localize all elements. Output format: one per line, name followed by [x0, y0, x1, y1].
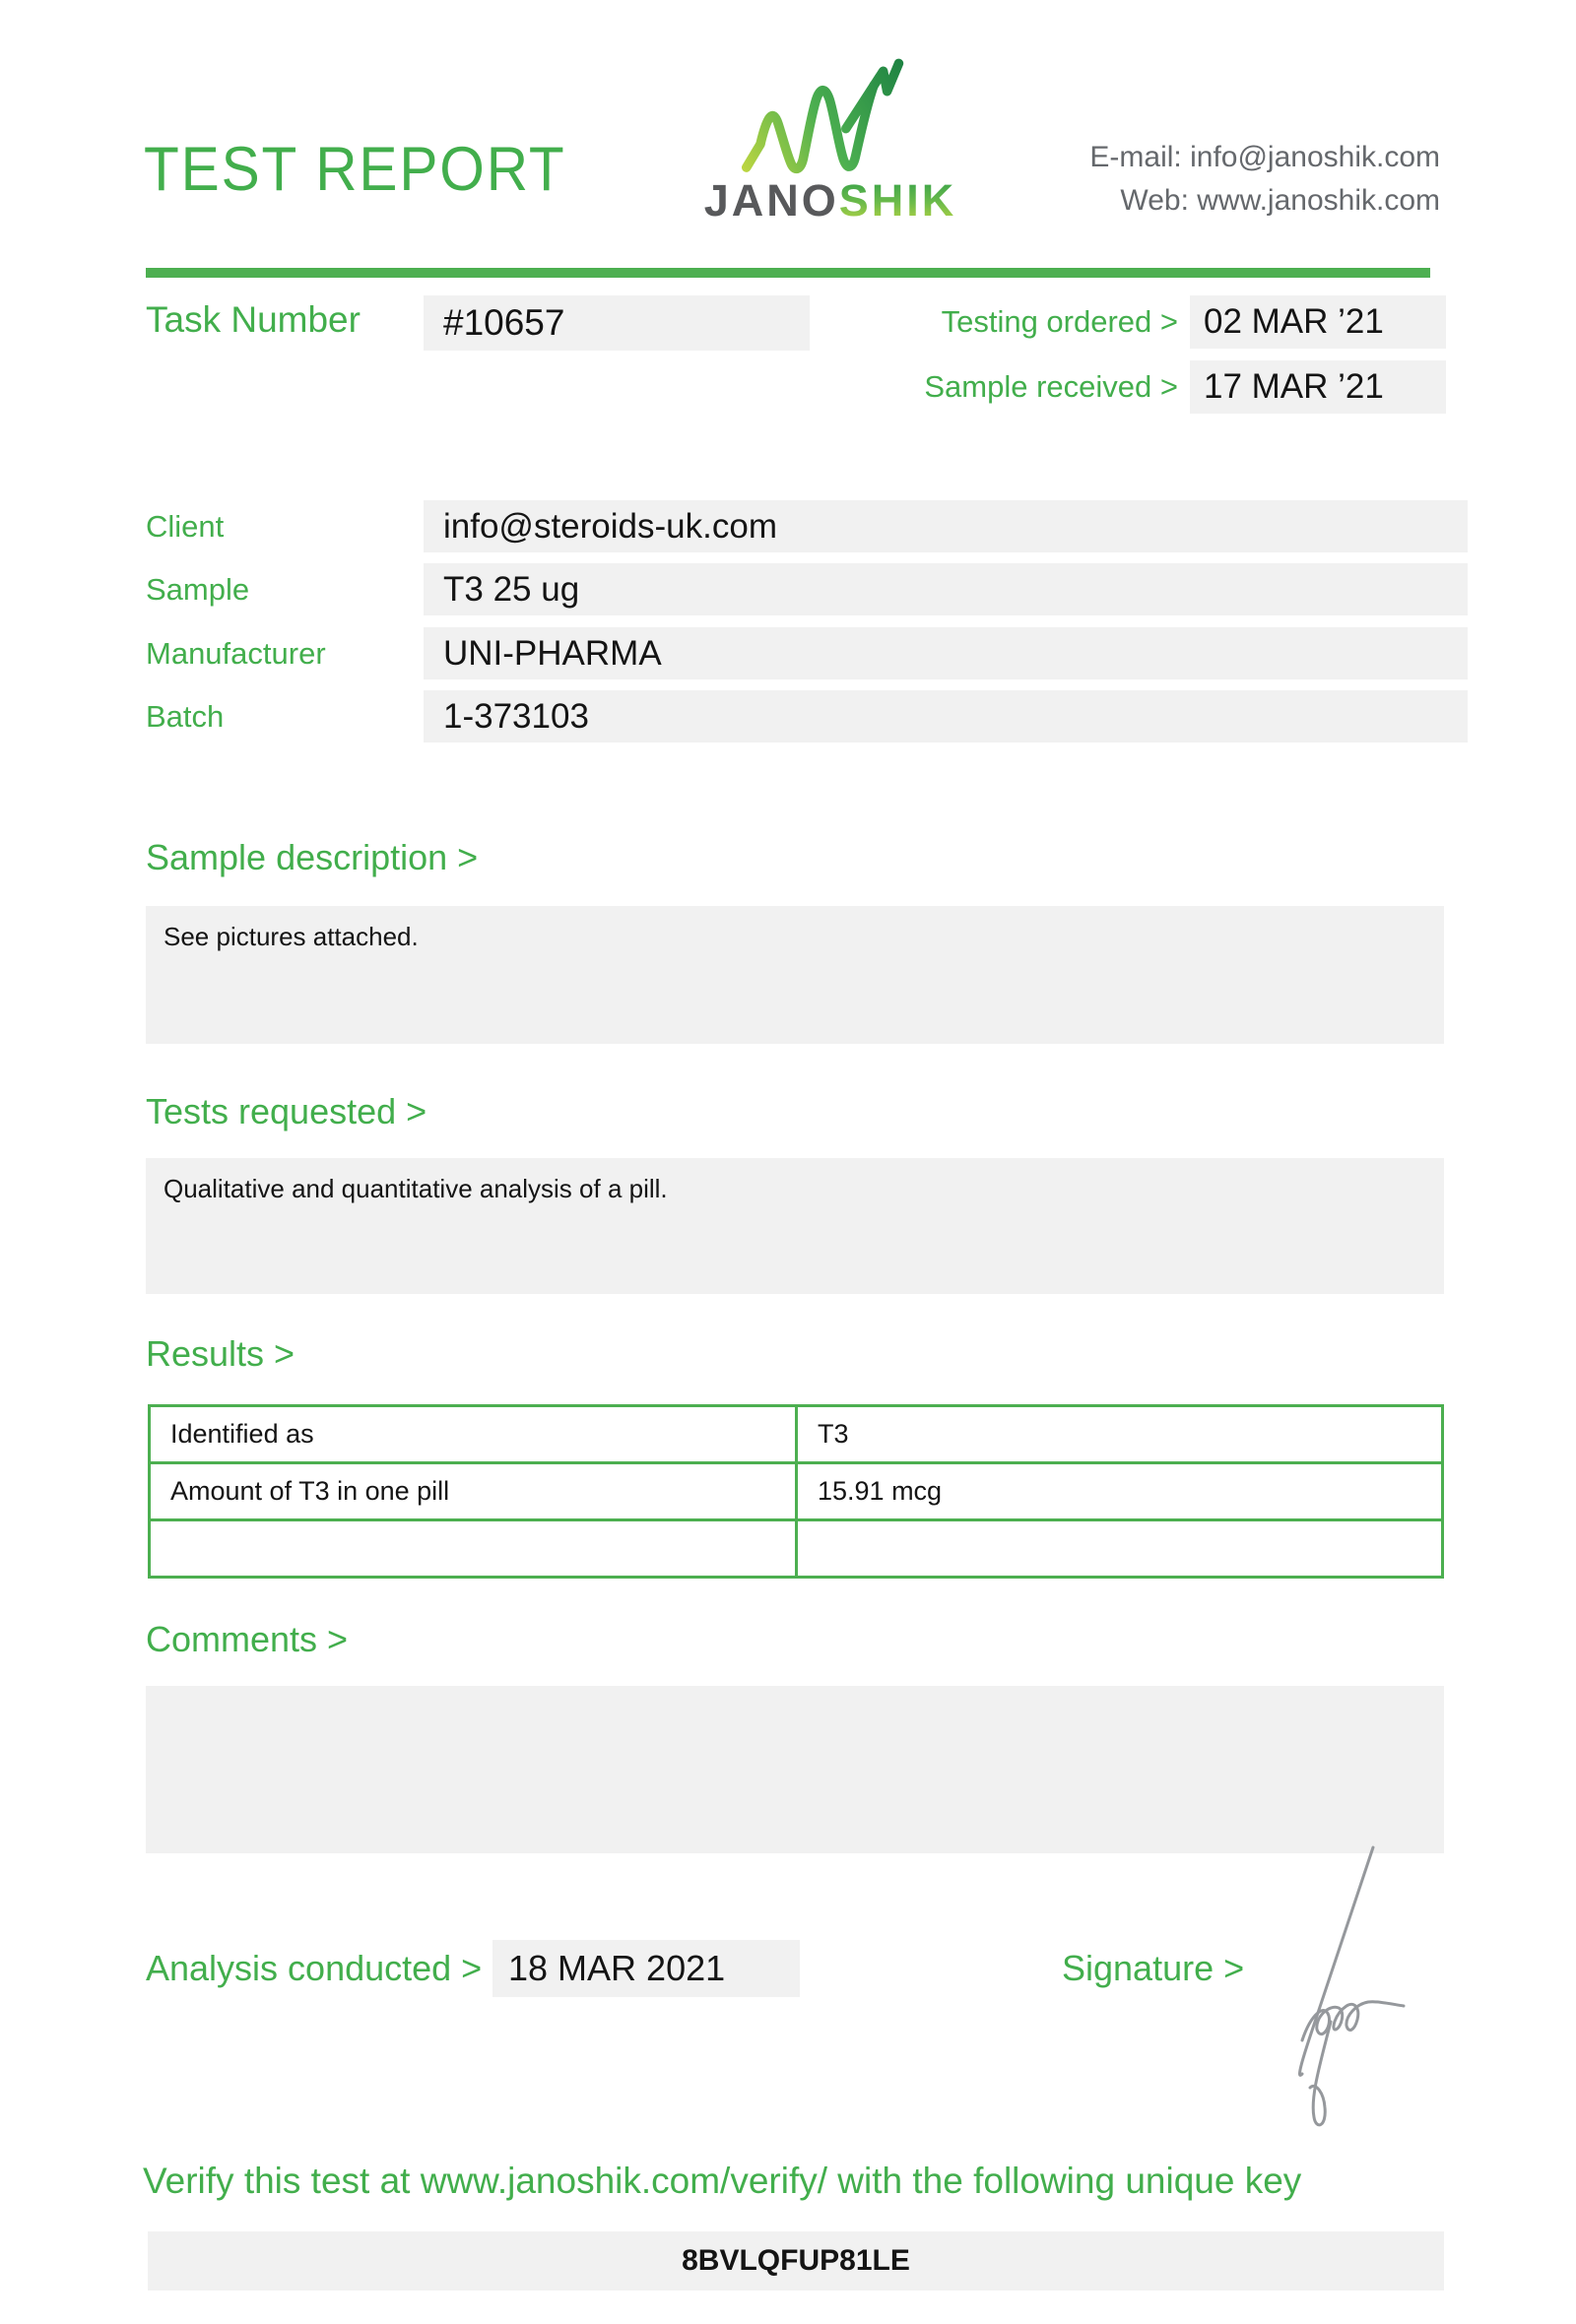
manufacturer-label: Manufacturer [146, 636, 326, 671]
table-row [150, 1520, 1443, 1578]
batch-value: 1-373103 [424, 690, 1468, 742]
comments-box [146, 1686, 1444, 1853]
page-title: TEST REPORT [144, 135, 566, 204]
contact-email: E-mail: info@janoshik.com [1089, 141, 1440, 173]
logo-wordmark-green: SHIK [838, 175, 957, 226]
result-cell-label [150, 1520, 797, 1578]
tests-requested-heading: Tests requested > [146, 1091, 427, 1131]
verify-key: 8BVLQFUP81LE [148, 2231, 1444, 2291]
task-number-label: Task Number [146, 299, 361, 340]
batch-label: Batch [146, 699, 225, 734]
client-label: Client [146, 509, 225, 544]
logo-wordmark-gray: JANO [703, 175, 839, 226]
trend-chart-icon [737, 57, 924, 175]
header-divider [146, 268, 1430, 278]
comments-heading: Comments > [146, 1619, 349, 1659]
result-cell-value: T3 [797, 1406, 1443, 1463]
analysis-conducted-label: Analysis conducted > [146, 1948, 483, 1988]
sample-value: T3 25 ug [424, 563, 1468, 615]
signature-image [1243, 1838, 1440, 2143]
results-table [148, 1404, 1444, 1579]
task-number-value: #10657 [424, 295, 810, 351]
testing-ordered-label: Testing ordered > [941, 304, 1178, 339]
contact-web: Web: www.janoshik.com [1120, 184, 1440, 217]
tests-requested-box: Qualitative and quantitative analysis of a pill. [146, 1158, 1444, 1294]
testing-ordered-value: 02 MAR ’21 [1190, 295, 1446, 349]
results-heading: Results > [146, 1333, 296, 1374]
result-cell-value: 15.91 mcg [797, 1463, 1443, 1520]
verify-text: Verify this test at www.janoshik.com/verify/ with the following unique key [143, 2161, 1302, 2201]
sample-description-heading: Sample description > [146, 837, 479, 877]
table-row [150, 1406, 1443, 1463]
signature-label: Signature > [1062, 1948, 1245, 1988]
janoshik-logo [678, 57, 983, 226]
sample-received-label: Sample received > [924, 369, 1178, 404]
sample-description-box: See pictures attached. [146, 906, 1444, 1044]
result-cell-value [797, 1520, 1443, 1578]
manufacturer-value: UNI-PHARMA [424, 627, 1468, 679]
result-cell-label: Identified as [150, 1406, 797, 1463]
sample-received-value: 17 MAR ’21 [1190, 360, 1446, 414]
analysis-conducted-value: 18 MAR 2021 [492, 1940, 800, 1997]
contact-info [1089, 136, 1440, 223]
result-cell-label: Amount of T3 in one pill [150, 1463, 797, 1520]
sample-label: Sample [146, 572, 250, 607]
table-row [150, 1463, 1443, 1520]
client-value: info@steroids-uk.com [424, 500, 1468, 552]
logo-wordmark [678, 175, 983, 226]
